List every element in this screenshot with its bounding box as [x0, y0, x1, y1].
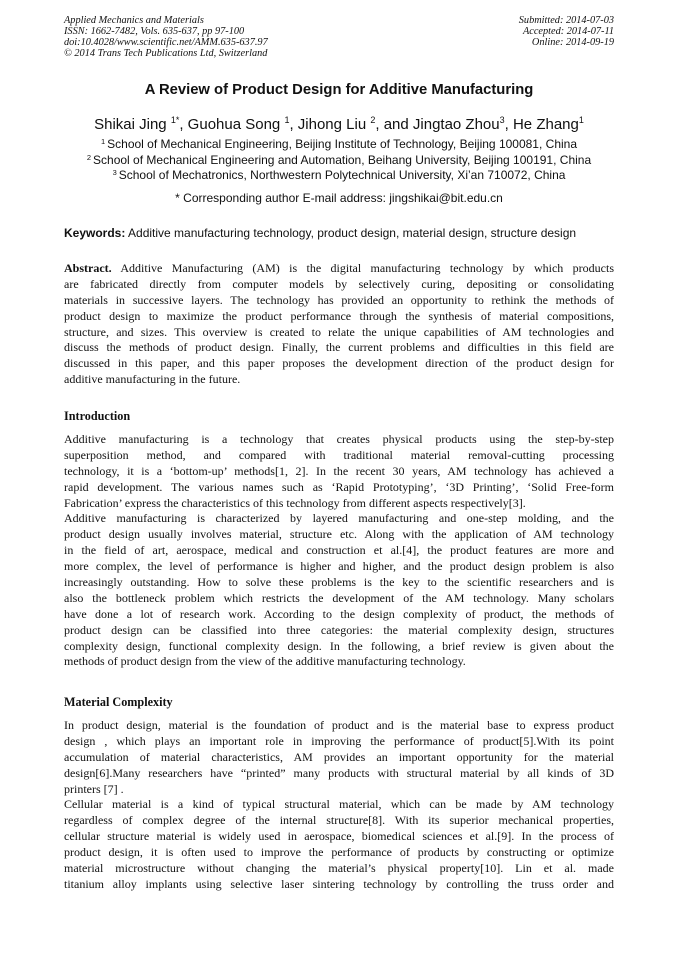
paragraph-line: accumulation of material characteristics, AM provides an important opportunity for the material	[64, 749, 614, 764]
author-name: Shikai Jing	[94, 116, 171, 133]
paragraph-line: printers [7] .	[64, 781, 124, 796]
paragraph-line: cellular structure material is widely used in aerospace, biomedical sciences et al.[9]. In the process of	[64, 829, 614, 844]
paragraph-line: complexity design, functional complexity design. In the following, a brief review is given about the	[64, 638, 614, 653]
keywords	[64, 226, 614, 240]
author-affiliation-mark: 1*	[170, 115, 180, 125]
abstract-line: product design to maximize the product performance through the synthesis of material compositions,	[64, 308, 614, 323]
abstract	[64, 261, 614, 388]
affiliation-text: School of Mechatronics, Northwestern Polytechnical University, Xi’an 710072, China	[118, 168, 566, 182]
affiliation-text: School of Mechanical Engineering and Automation, Beihang University, Beijing 100191, China	[93, 153, 592, 167]
paragraph-line: design , which plays an important role in improving the performance of product[5].With its point	[64, 733, 614, 748]
journal-info	[64, 16, 268, 60]
accepted-date: Accepted: 2014-07-11	[522, 25, 614, 37]
author-affiliation-mark: 1	[578, 115, 584, 125]
issn-line: ISSN: 1662-7482, Vols. 635-637, pp 97-100	[64, 25, 245, 37]
paragraph-line: technology, it is a ‘bottom-up’ methods[1, 2]. In the recent 30 years, AM technology has achieved a	[64, 463, 614, 478]
abstract-line: discussed in this paper, and this paper proposes the development direction of the product design for	[64, 356, 614, 371]
keywords-text: Additive manufacturing technology, product design, material design, structure design	[125, 226, 577, 240]
affiliation-mark: 3	[112, 168, 117, 177]
paragraph-line: Additive manufacturing is characterized by layered manufacturing and one-step molding, and the	[64, 511, 614, 526]
author-affiliation-mark: 2	[370, 115, 376, 125]
paragraph-line: product design usually involves material, structure etc. Along with the application of AM technology	[64, 527, 614, 542]
author-name: , Jihong Liu	[289, 116, 371, 133]
submission-dates	[519, 16, 614, 49]
abstract-line: are fabricated directly from computer models by selectively curing, depositing or consolidating	[64, 276, 614, 291]
abstract-line: additive manufacturing in the future.	[64, 372, 241, 387]
journal-name: Applied Mechanics and Materials	[64, 15, 204, 26]
copyright-line: © 2014 Trans Tech Publications Ltd, Switzerland	[64, 47, 268, 59]
paragraph-line: regardless of complex degree of the internal structure[8]. With its superior mechanical properties,	[64, 813, 614, 828]
paragraph-line: Fabrication’ express the characteristics of this technology from different aspects respectively[3].	[64, 495, 526, 510]
author-name: , and Jingtao Zhou	[375, 116, 500, 133]
paragraph-line: In product design, material is the foundation of product and is the material base to express product	[64, 718, 614, 732]
paragraph-line: design[6].Many researchers have “printed” many products with structural material by all kinds of 3D	[64, 765, 614, 780]
author-affiliation-mark: 1	[284, 115, 290, 125]
affiliation-text: School of Mechanical Engineering, Beijing Institute of Technology, Beijing 100081, China	[107, 137, 578, 151]
section-heading-material-complexity: Material Complexity	[64, 695, 173, 709]
paragraph-line: product design can be classified into three categories: the material complexity design, structures	[64, 622, 614, 637]
paragraph-line: material microstructure without changing the material’s physical property[10]. Lin et al. made	[64, 861, 614, 876]
affiliation	[64, 137, 614, 151]
introduction-body	[64, 432, 614, 670]
abstract-label: Abstract.	[64, 261, 112, 275]
paragraph-line: Cellular material is a kind of typical structural material, which can be made by AM technology	[64, 797, 614, 812]
corresponding-author: * Corresponding author E-mail address: jingshikai@bit.edu.cn	[175, 191, 503, 205]
paragraph-line: increasingly outstanding. How to solve these problems is the key to the scientific researchers and is	[64, 575, 614, 590]
abstract-line: discuss the methods of product design. Finally, the current problems and difficulties in this field are	[64, 340, 614, 355]
paper-title: A Review of Product Design for Additive Manufacturing	[144, 82, 534, 98]
online-date: Online: 2014-09-19	[531, 36, 614, 48]
affiliation	[64, 153, 614, 167]
author-name: , He Zhang	[504, 116, 579, 133]
doi-line: doi:10.4028/www.scientific.net/AMM.635-637.97	[64, 36, 268, 48]
author-list	[64, 115, 614, 133]
paragraph-line: product design, it is often used to improve the performance of products by constructing or optimize	[64, 845, 614, 860]
paragraph-line: also the bottleneck problem which restricts the development of the AM technology. Many scholars	[64, 590, 614, 605]
paragraph-line: methods of product design from the view of the additive manufacturing technology.	[64, 654, 466, 669]
paragraph-line: more complex, the level of performance is higher and higher, and the product design problem is also	[64, 559, 614, 574]
material-complexity-body	[64, 718, 614, 893]
author-name: , Guohua Song	[179, 116, 285, 133]
submitted-date: Submitted: 2014-07-03	[518, 15, 614, 26]
abstract-line: materials in successive layers. The technology has provided an opportunity to rethink the methods of	[64, 292, 614, 307]
paragraph-line: in the field of art, aerospace, medical and construction et al.[4], the product features are more and	[64, 543, 614, 558]
affiliation-mark: 1	[100, 137, 106, 146]
paragraph-line: titanium alloy implants using selective laser sintering technology by controlling the truss order and	[64, 876, 614, 891]
abstract-line: Abstract. Additive Manufacturing (AM) is the digital manufacturing technology by which products	[64, 261, 614, 275]
abstract-line: structure, and sizes. This overview is created to relate the unique capabilities of AM technologies and	[64, 324, 614, 339]
paragraph-line: superposition method, and compared with traditional material removal-cutting processing	[64, 447, 614, 462]
author-affiliation-mark: 3	[499, 115, 505, 125]
keywords-label: Keywords:	[64, 226, 126, 240]
paragraph-line: have done a lot of research work. According to the design complexity of product, the methods of	[64, 606, 614, 621]
affiliation-mark: 2	[86, 153, 92, 162]
affiliation	[64, 168, 614, 182]
paragraph-line: Additive manufacturing is a technology that creates physical products using the step-by-step	[64, 432, 614, 446]
section-heading-introduction: Introduction	[64, 409, 131, 423]
paragraph-line: rapid development. The various names such as ‘Rapid Prototyping’, ‘3D Printing’, ‘Solid Free-form	[64, 479, 614, 494]
